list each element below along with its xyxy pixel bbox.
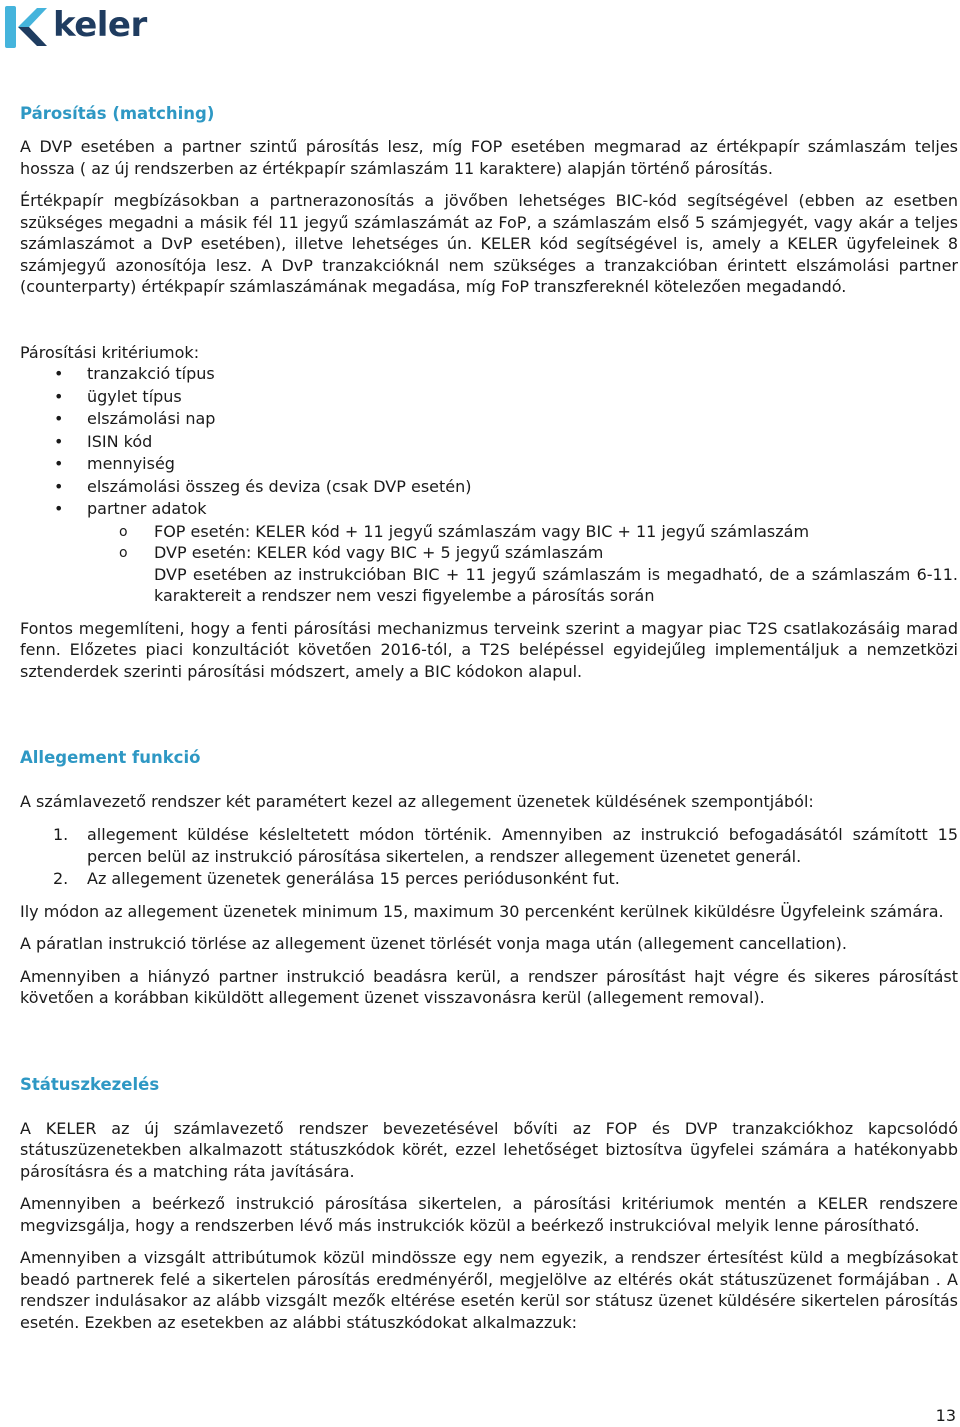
- allegement-paragraph-1: Ily módon az allegement üzenetek minimum 15, maximum 30 percenként kerülnek kiküldésre Ügyfeleink számára.: [20, 901, 944, 921]
- keler-logo: [5, 6, 147, 48]
- partner-sublist: [87, 521, 958, 564]
- partner-note: DVP esetében az instrukcióban BIC + 11 jegyű számlaszám is megadható, de a számlaszám 6-11. karaktereit a rendszer nem veszi figyelembe a párosítás során: [154, 564, 958, 605]
- list-item: • elszámolási összeg és deviza (csak DVP esetén): [20, 476, 958, 499]
- logo-text: keler: [53, 5, 147, 45]
- bullet-icon: •: [54, 499, 64, 518]
- allegement-paragraph-3: Amennyiben a hiányzó partner instrukció beadásra kerül, a rendszer párosítást hajt végre és sikeres párosítást követően a korábban kiküldött allegement üzenet visszavonásra kerül (allegement removal).: [20, 966, 958, 1007]
- circle-bullet-icon: o: [119, 545, 128, 561]
- allegement-paragraph-2: A páratlan instrukció törlése az allegement üzenet törlését vonja maga után (allegement cancellation).: [20, 934, 847, 953]
- bullet-icon: •: [54, 364, 64, 383]
- list-item: • partner adatok o FOP esetén: KELER kód + 11 jegyű számlaszám vagy BIC + 11 jegyű számlaszám o DVP esetén: KELER kód vagy BIC + 5 jegyű számlaszám: [20, 498, 958, 564]
- bullet-icon: •: [54, 476, 64, 496]
- list-item: • elszámolási nap: [20, 408, 958, 431]
- section-title-status: Státuszkezelés: [20, 1074, 160, 1094]
- numbered-item: 1. allegement küldése késleltetett módon történik. Amennyiben az instrukció befogadásától számított 15 percen belül az instrukció párosítása sikertelen, a rendszer allegement üzenetet generál.: [53, 824, 958, 866]
- list-item: • ügylet típus: [20, 386, 958, 409]
- section-title-matching: Párosítás (matching): [20, 104, 215, 123]
- circle-bullet-icon: o: [119, 523, 128, 540]
- bullet-icon: •: [54, 454, 64, 473]
- sub-list-item: o FOP esetén: KELER kód + 11 jegyű számlaszám vagy BIC + 11 jegyű számlaszám: [20, 521, 958, 543]
- numbered-item: 2. Az allegement üzenetek generálása 15 perces periódusonként fut.: [53, 868, 620, 888]
- status-paragraph-3: Amennyiben a vizsgált attribútumok közül mindössze egy nem egyezik, a rendszer értesítést küld a megbízásokat beadó partnerek felé a sikertelen párosítás eredményéről, megjelölve az eltérés okát státuszüzenet formájában . A rendszer indulásakor az alább vizsgált mezők eltérése esetén kerül sor státusz üzenet küldésére sikertelen párosítás esetén. Ezekben az esetekben az alábbi státuszkódokat alkalmazzuk:: [20, 1248, 958, 1332]
- section-title-allegement: Allegement funkció: [20, 748, 201, 767]
- status-paragraph-1: A KELER az új számlavezető rendszer bevezetésével bővíti az FOP és DVP tranzakciókhoz kapcsolódó státuszüzenetekben alkalmazott státuszkódok körét, ezzel lehetőséget biztosítva ügyfelei számára a hatékonyabb párosításra és a matching ráta javítására.: [20, 1118, 958, 1181]
- allegement-list: [20, 824, 958, 890]
- matching-paragraph-2: Értékpapír megbízásokban a partnerazonosítás a jövőben lehetséges BIC-kód segítségével (ebben az esetben szükséges megadni a másik fél 11 jegyű számlaszámát az FoP, a számlaszám első 5 számjegyét, vagy akár a teljes számlaszámot a DvP esetében), illetve lehetséges ún. KELER kód segítségével is, amely a KELER ügyfeleinek 8 számjegyű azonosítója lesz. A DvP tranzakcióknál nem szükséges a tranzakcióban érintett elszámolási partner (counterparty) értékpapír számlaszámának megadása, míg FoP transzfereknél kötelezően megadandó.: [20, 191, 958, 296]
- list-item: • mennyiség: [20, 453, 958, 476]
- criteria-list: [20, 363, 958, 564]
- list-item: • tranzakció típus: [20, 363, 958, 386]
- matching-paragraph-3: Fontos megemlíteni, hogy a fenti párosítási mechanizmus terveink szerint a magyar piac T2S csatlakozásáig marad fenn. Előzetes piaci konzultációt követően 2016-tól, a T2S belépéssel egyidejűleg implementáljuk a nemzetközi sztenderdek szerinti párosítási módszert, amely a BIC kódokon alapul.: [20, 618, 958, 681]
- sub-list-item: o DVP esetén: KELER kód vagy BIC + 5 jegyű számlaszám: [20, 542, 958, 564]
- document-body: [20, 103, 958, 1333]
- bullet-icon: •: [54, 431, 64, 451]
- keler-logo-mark-icon: [5, 6, 47, 48]
- list-item: • ISIN kód: [20, 431, 958, 454]
- matching-paragraph-1: A DVP esetében a partner szintű párosítás lesz, míg FOP esetében megmarad az értékpapír számlaszám teljes hossza ( az új rendszerben az értékpapír számlaszám 11 karaktere) alapján történő párosítás.: [20, 137, 958, 178]
- allegement-intro: A számlavezető rendszer két paramétert kezel az allegement üzenetek küldésének szempontjából:: [20, 792, 814, 811]
- status-paragraph-2: Amennyiben a beérkező instrukció párosítása sikertelen, a párosítási kritériumok mentén a KELER rendszere megvizsgálja, hogy a rendszerben lévő más instrukciók közül a beérkező instrukcióval melyik lenne párosítható.: [20, 1194, 958, 1235]
- bullet-icon: •: [54, 409, 64, 428]
- bullet-icon: •: [54, 386, 64, 406]
- criteria-label: Párosítási kritériumok:: [20, 342, 200, 362]
- page-number: 13: [935, 1406, 956, 1425]
